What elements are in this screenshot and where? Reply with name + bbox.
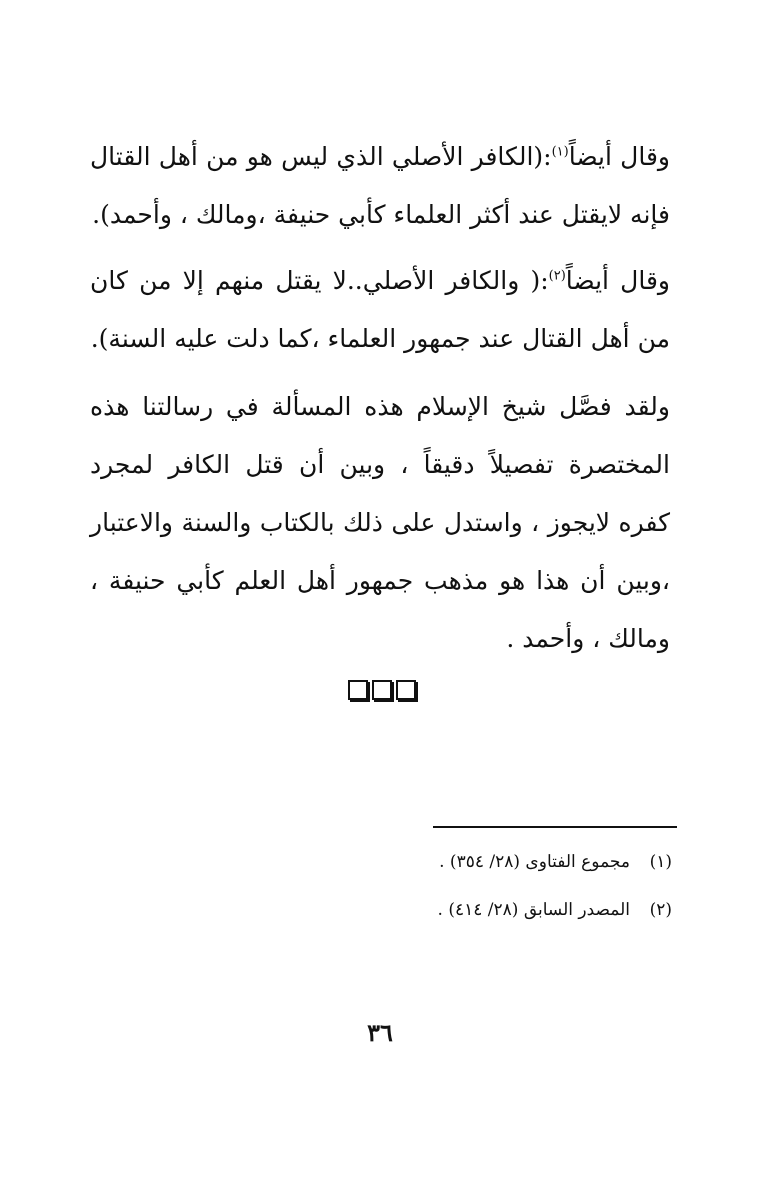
footnote-separator-line [433, 826, 677, 828]
paragraph-quote-1 [90, 128, 670, 244]
footnote-ref-2: (٢) [548, 268, 566, 284]
footnote-2-number: (٢) [649, 900, 672, 920]
footnote-1 [380, 850, 672, 874]
quote-2-text: :( والكافر الأصلي..لا يقتل منهم إلا من كان من أهل القتال عند جمهور العلماء ،كما دلت عليه السنة). [90, 266, 670, 353]
ornament-box-icon [348, 680, 368, 700]
footnote-2 [380, 898, 672, 922]
quote-1-intro: وقال أيضاً [568, 142, 670, 171]
paragraph-summary: ولقد فصَّل شيخ الإسلام هذه المسألة في رسالتنا هذه المختصرة تفصيلاً دقيقاً ، وبين أن قتل الكافر لمجرد كفره لايجوز ، واستدل على ذلك بالكتاب والسنة والاعتبار ،وبين أن هذا هو مذهب جمهور أهل العلم كأبي حنيفة ، ومالك ، وأحمد . [90, 392, 670, 653]
ornament-box-icon [396, 680, 416, 700]
footnote-1-text: مجموع الفتاوى (٢٨/ ٣٥٤) . [439, 852, 630, 872]
quote-2-intro: وقال أيضاً [565, 266, 670, 295]
quote-1-text: :(الكافر الأصلي الذي ليس هو من أهل القتال فإنه لايقتل عند أكثر العلماء كأبي حنيفة ،ومالك ، وأحمد). [90, 142, 670, 229]
footnote-2-text: المصدر السابق (٢٨/ ٤١٤) . [437, 900, 630, 920]
paragraph-quote-2 [90, 252, 670, 368]
ornament-box-icon [372, 680, 392, 700]
footnote-1-number: (١) [649, 852, 672, 872]
page-number: ٣٦ [367, 1018, 393, 1047]
section-divider-ornament [348, 680, 428, 704]
footnote-ref-1: (١) [551, 144, 569, 160]
